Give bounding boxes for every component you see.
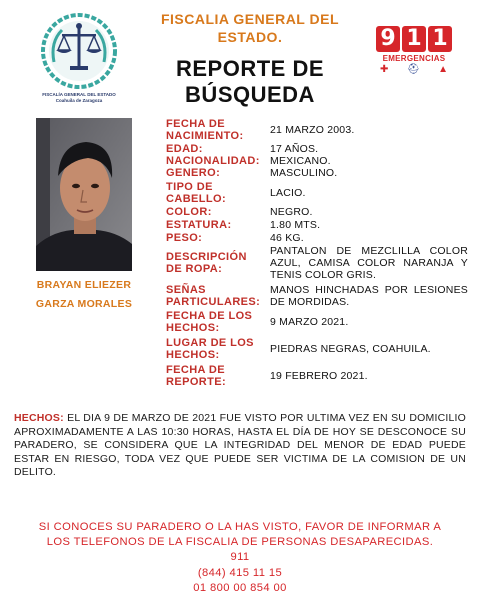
phone-tollfree: 01 800 00 854 00 bbox=[193, 581, 287, 594]
facts-label: HECHOS: bbox=[14, 412, 64, 424]
emergency-911-logo bbox=[376, 26, 452, 75]
logo-caption bbox=[34, 92, 124, 103]
footer-line1: SI CONOCES SU PARADERO O LA HAS VISTO, FAVOR DE INFORMAR A bbox=[38, 521, 442, 533]
event-date-value: 9 MARZO 2021. bbox=[270, 316, 349, 328]
clothing-value: PANTALON DE MEZCLILLA COLOR AZUL, CAMISA COLOR NARANJA Y TENIS COLOR GRIS. bbox=[270, 245, 468, 281]
police-cap-icon: ⛑ bbox=[406, 64, 420, 75]
agency-line1: FISCALIA GENERAL DEL bbox=[160, 11, 339, 27]
color-value: NEGRO. bbox=[270, 206, 313, 218]
title-line2: BÚSQUEDA bbox=[185, 82, 315, 107]
event-place-label: LUGAR DE LOS HECHOS: bbox=[166, 337, 254, 361]
agency-line2: ESTADO. bbox=[217, 29, 283, 45]
gender-label: GENERO: bbox=[166, 167, 221, 179]
gender-value: MASCULINO. bbox=[270, 167, 338, 179]
hair-type-value: LACIO. bbox=[270, 187, 306, 199]
scales-of-justice-emblem-icon bbox=[40, 12, 118, 90]
hair-type-label: TIPO DE CABELLO: bbox=[166, 181, 227, 205]
clothing-label: DESCRIPCIÓN DE ROPA: bbox=[166, 251, 247, 275]
missing-person-photo bbox=[36, 118, 132, 271]
name-line2: GARZA MORALES bbox=[35, 298, 133, 310]
fire-icon: ▲ bbox=[438, 64, 448, 75]
portrait-image bbox=[36, 118, 132, 271]
agency-name bbox=[140, 10, 360, 46]
facts-text: EL DIA 9 DE MARZO DE 2021 FUE VISTO POR ULTIMA VEZ EN SU DOMICILIO APROXIMADAMENTE A LAS 10:30 HORAS, HASTA EL DÍA DE HOY SE DESCONOCE SU PARADERO, SE CONSIDERA QUE LA INTEGRIDAD DEL MENOR DE EDAD PUEDE ESTAR EN RIESGO, TODA VEZ QUE PUEDE SER VICTIMA DE LA COMISION DE UN DELITO. bbox=[14, 412, 466, 479]
event-date-label: FECHA DE LOS HECHOS: bbox=[166, 310, 253, 334]
age-label: EDAD: bbox=[166, 143, 203, 155]
age-value: 17 AÑOS. bbox=[270, 143, 319, 155]
emergency-digits bbox=[376, 26, 452, 52]
emergency-label: EMERGENCIAS bbox=[382, 54, 446, 63]
distinguishing-marks-value: MANOS HINCHADAS POR LESIONES DE MORDIDAS. bbox=[270, 284, 468, 308]
contact-footer bbox=[24, 520, 456, 596]
facts-paragraph bbox=[14, 412, 466, 480]
page-title bbox=[140, 56, 360, 108]
event-place-value: PIEDRAS NEGRAS, COAHUILA. bbox=[270, 343, 431, 355]
nationality-label: NACIONALIDAD: bbox=[166, 155, 260, 167]
height-value: 1.80 MTS. bbox=[270, 219, 321, 231]
title-line1: REPORTE DE bbox=[175, 56, 325, 81]
footer-line2: LOS TELEFONOS DE LA FISCALIA DE PERSONAS DESAPARECIDAS. bbox=[46, 536, 434, 549]
weight-value: 46 KG. bbox=[270, 232, 304, 244]
birth-date-label: FECHA DE NACIMIENTO: bbox=[166, 118, 244, 142]
emergency-icons bbox=[376, 65, 452, 75]
digit-9: 9 bbox=[376, 26, 400, 52]
phone-911: 911 bbox=[230, 551, 250, 564]
digit-1: 1 bbox=[402, 26, 426, 52]
distinguishing-marks-label: SEÑAS PARTICULARES: bbox=[166, 284, 261, 308]
digit-1-second: 1 bbox=[428, 26, 452, 52]
birth-date-value: 21 MARZO 2003. bbox=[270, 124, 355, 136]
color-label: COLOR: bbox=[166, 206, 212, 218]
report-date-value: 19 FEBRERO 2021. bbox=[270, 370, 368, 382]
weight-label: PESO: bbox=[166, 232, 203, 244]
height-label: ESTATURA: bbox=[166, 219, 232, 231]
name-line1: BRAYAN ELIEZER bbox=[36, 279, 132, 291]
logo-caption-line1: FISCALÍA GENERAL DEL ESTADO bbox=[42, 92, 116, 97]
person-name bbox=[22, 276, 146, 314]
nationality-value: MEXICANO. bbox=[270, 155, 331, 167]
logo-caption-line2: Coahuila de Zaragoza bbox=[55, 97, 103, 103]
red-cross-icon: ✚ bbox=[380, 64, 389, 75]
fiscalia-logo bbox=[40, 12, 118, 107]
report-date-label: FECHA DE REPORTE: bbox=[166, 364, 227, 388]
phone-local: (844) 415 11 15 bbox=[197, 566, 283, 579]
